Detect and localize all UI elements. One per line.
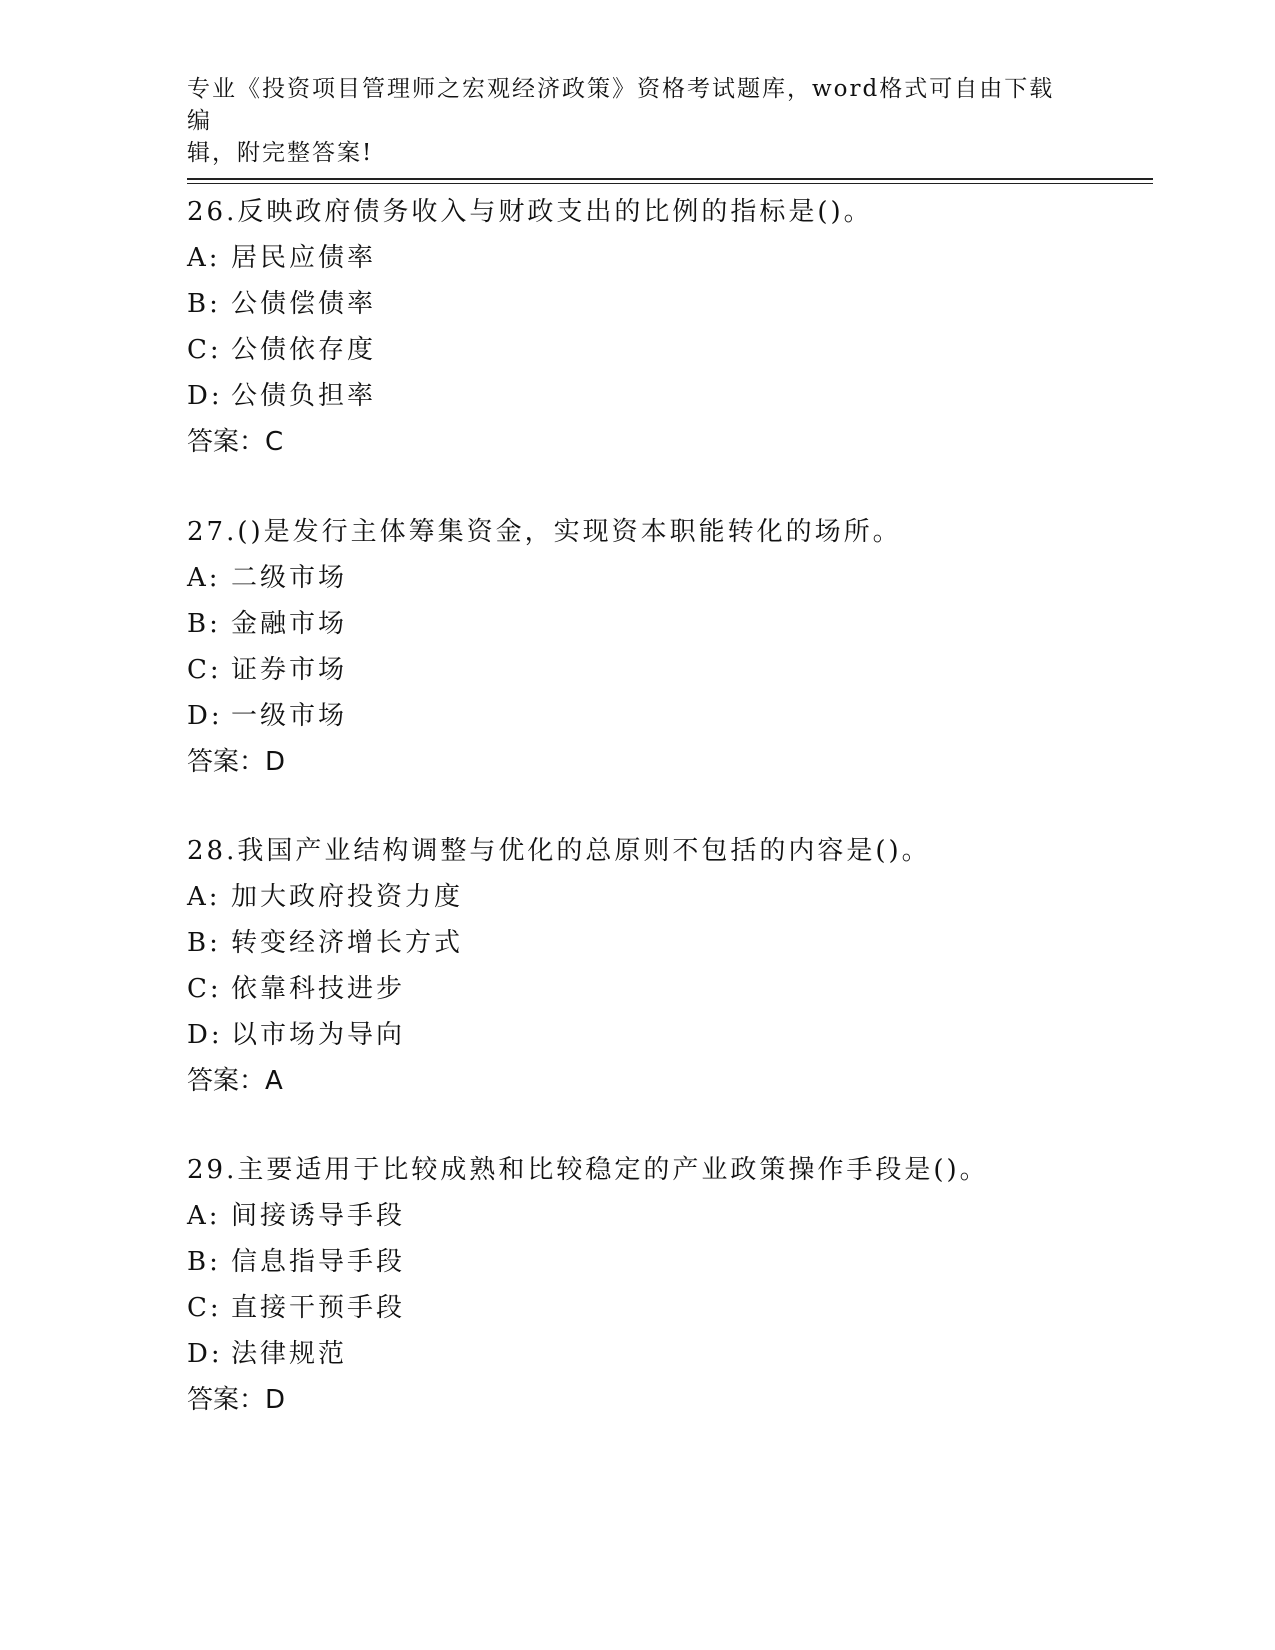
option-letter: A: — [187, 882, 221, 912]
question-26 — [187, 189, 1187, 465]
option-text: 居民应债率 — [231, 243, 377, 273]
option-letter: D: — [187, 1339, 223, 1369]
option-letter: A: — [187, 1201, 221, 1231]
option-letter: B: — [187, 289, 221, 319]
question-29 — [187, 1147, 1187, 1423]
question-title: 26.反映政府债务收入与财政支出的比例的指标是()。 — [187, 197, 873, 227]
option-letter: C: — [187, 655, 222, 685]
option-letter: C: — [187, 1293, 222, 1323]
option-d — [187, 1012, 1187, 1058]
question-27 — [187, 509, 1187, 785]
option-text: 二级市场 — [231, 563, 348, 593]
option-c — [187, 647, 1187, 693]
option-text: 公债偿债率 — [231, 289, 377, 319]
option-text: 信息指导手段 — [231, 1247, 406, 1277]
option-text: 证券市场 — [231, 655, 348, 685]
option-d — [187, 1331, 1187, 1377]
option-text: 以市场为导向 — [231, 1020, 406, 1050]
option-c — [187, 966, 1187, 1012]
option-d — [187, 693, 1187, 739]
question-28 — [187, 828, 1187, 1104]
option-letter: B: — [187, 928, 221, 958]
answer-line: 答案：A — [187, 1066, 283, 1096]
option-letter: A: — [187, 243, 221, 273]
option-text: 公债负担率 — [231, 381, 377, 411]
option-b — [187, 920, 1187, 966]
option-text: 一级市场 — [231, 701, 348, 731]
option-letter: C: — [187, 335, 222, 365]
option-text: 转变经济增长方式 — [231, 928, 464, 958]
option-letter: C: — [187, 974, 222, 1004]
header-line-2: 辑，附完整答案! — [187, 140, 374, 166]
header-divider — [187, 178, 1153, 184]
option-text: 间接诱导手段 — [231, 1201, 406, 1231]
option-c — [187, 1285, 1187, 1331]
option-b — [187, 601, 1187, 647]
option-b — [187, 281, 1187, 327]
option-text: 金融市场 — [231, 609, 348, 639]
option-letter: D: — [187, 381, 223, 411]
option-text: 直接干预手段 — [231, 1293, 406, 1323]
option-text: 加大政府投资力度 — [231, 882, 464, 912]
option-letter: B: — [187, 609, 221, 639]
option-letter: D: — [187, 1020, 223, 1050]
answer-line: 答案：D — [187, 1385, 286, 1415]
option-text: 法律规范 — [231, 1339, 348, 1369]
option-b — [187, 1239, 1187, 1285]
document-header — [187, 73, 1067, 169]
option-a — [187, 555, 1187, 601]
option-letter: D: — [187, 701, 223, 731]
option-d — [187, 373, 1187, 419]
question-title: 27.()是发行主体筹集资金，实现资本职能转化的场所。 — [187, 517, 902, 547]
answer-line: 答案：C — [187, 427, 284, 457]
question-title: 28.我国产业结构调整与优化的总原则不包括的内容是()。 — [187, 836, 931, 866]
option-letter: A: — [187, 563, 221, 593]
answer-line: 答案：D — [187, 747, 286, 777]
option-a — [187, 1193, 1187, 1239]
option-text: 公债依存度 — [231, 335, 377, 365]
option-c — [187, 327, 1187, 373]
question-title: 29.主要适用于比较成熟和比较稳定的产业政策操作手段是()。 — [187, 1155, 989, 1185]
option-letter: B: — [187, 1247, 221, 1277]
header-line-1: 专业《投资项目管理师之宏观经济政策》资格考试题库，word格式可自由下载编 — [187, 76, 1055, 134]
option-a — [187, 874, 1187, 920]
option-text: 依靠科技进步 — [231, 974, 406, 1004]
option-a — [187, 235, 1187, 281]
